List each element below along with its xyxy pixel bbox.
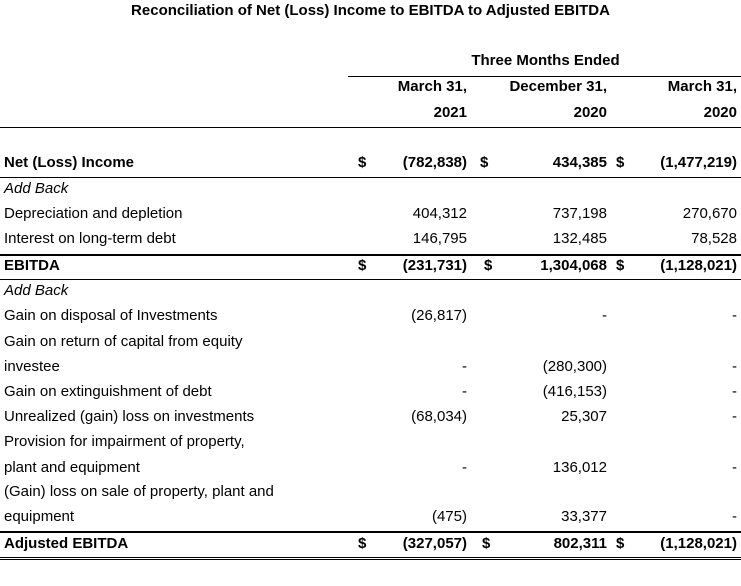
total-double-rule bbox=[0, 557, 741, 560]
value-cell: 146,795 bbox=[412, 230, 467, 247]
currency-sign: $ bbox=[616, 535, 625, 552]
value-cell: (782,838) bbox=[402, 154, 467, 171]
value-cell: - bbox=[462, 383, 467, 400]
value-cell: - bbox=[462, 459, 467, 476]
value-cell: (1,128,021) bbox=[660, 257, 737, 274]
period-header: Three Months Ended bbox=[471, 52, 620, 69]
value-cell: 25,307 bbox=[561, 408, 607, 425]
row-label: Interest on long-term debt bbox=[4, 230, 176, 247]
currency-sign: $ bbox=[484, 257, 493, 274]
row-label-line1: (Gain) loss on sale of property, plant and bbox=[4, 483, 274, 500]
currency-sign: $ bbox=[358, 535, 367, 552]
section-label: Add Back bbox=[4, 180, 69, 197]
value-cell: (68,034) bbox=[411, 408, 467, 425]
row-label: Adjusted EBITDA bbox=[4, 535, 129, 552]
value-cell: - bbox=[602, 307, 607, 324]
value-cell: 404,312 bbox=[412, 205, 467, 222]
col1-header-line1: March 31, bbox=[397, 78, 467, 95]
header-rule bbox=[0, 127, 741, 128]
row-rule bbox=[0, 531, 741, 533]
row-rule bbox=[0, 254, 741, 256]
value-cell: 270,670 bbox=[682, 205, 737, 222]
value-cell: 33,377 bbox=[561, 508, 607, 525]
value-cell: 434,385 bbox=[552, 154, 607, 171]
row-label: EBITDA bbox=[4, 257, 60, 274]
value-cell: (327,057) bbox=[402, 535, 467, 552]
row-label-line1: Gain on return of capital from equity bbox=[4, 333, 243, 350]
currency-sign: $ bbox=[358, 154, 367, 171]
value-cell: (1,128,021) bbox=[660, 535, 737, 552]
value-cell: 802,311 bbox=[553, 535, 607, 552]
row-label-line1: Provision for impairment of property, bbox=[4, 433, 245, 450]
value-cell: (26,817) bbox=[411, 307, 467, 324]
value-cell: - bbox=[462, 358, 467, 375]
table-title: Reconciliation of Net (Loss) Income to EBITDA to Adjusted EBITDA bbox=[131, 2, 610, 19]
row-label: Depreciation and depletion bbox=[4, 205, 183, 222]
value-cell: 132,485 bbox=[552, 230, 607, 247]
currency-sign: $ bbox=[480, 154, 489, 171]
currency-sign: $ bbox=[616, 154, 625, 171]
col2-header-line2: 2020 bbox=[573, 104, 607, 121]
currency-sign: $ bbox=[358, 257, 367, 274]
value-cell: 78,528 bbox=[691, 230, 737, 247]
value-cell: 1,304,068 bbox=[540, 257, 607, 274]
row-label-line2: equipment bbox=[4, 508, 75, 525]
row-label: Unrealized (gain) loss on investments bbox=[4, 408, 255, 425]
row-rule bbox=[0, 279, 741, 280]
row-label: Net (Loss) Income bbox=[4, 154, 135, 171]
value-cell: 737,198 bbox=[552, 205, 607, 222]
value-cell: - bbox=[732, 408, 737, 425]
value-cell: - bbox=[732, 307, 737, 324]
row-label: Gain on extinguishment of debt bbox=[4, 383, 212, 400]
section-label: Add Back bbox=[4, 282, 69, 299]
col2-header-line1: December 31, bbox=[509, 78, 607, 95]
currency-sign: $ bbox=[616, 257, 625, 274]
value-cell: (280,300) bbox=[542, 358, 607, 375]
value-cell: (1,477,219) bbox=[660, 154, 737, 171]
row-label-line2: investee bbox=[4, 358, 60, 375]
row-rule bbox=[0, 177, 741, 178]
currency-sign: $ bbox=[482, 535, 491, 552]
col1-header-line2: 2021 bbox=[433, 104, 467, 121]
value-cell: - bbox=[732, 358, 737, 375]
value-cell: (416,153) bbox=[542, 383, 607, 400]
period-header-rule bbox=[348, 76, 741, 77]
value-cell: (475) bbox=[431, 508, 467, 525]
col3-header-line2: 2020 bbox=[703, 104, 737, 121]
value-cell: - bbox=[732, 508, 737, 525]
value-cell: - bbox=[732, 383, 737, 400]
value-cell: 136,012 bbox=[552, 459, 607, 476]
col3-header-line1: March 31, bbox=[667, 78, 737, 95]
row-label: Gain on disposal of Investments bbox=[4, 307, 218, 324]
row-label-line2: plant and equipment bbox=[4, 459, 140, 476]
value-cell: (231,731) bbox=[402, 257, 467, 274]
value-cell: - bbox=[732, 459, 737, 476]
